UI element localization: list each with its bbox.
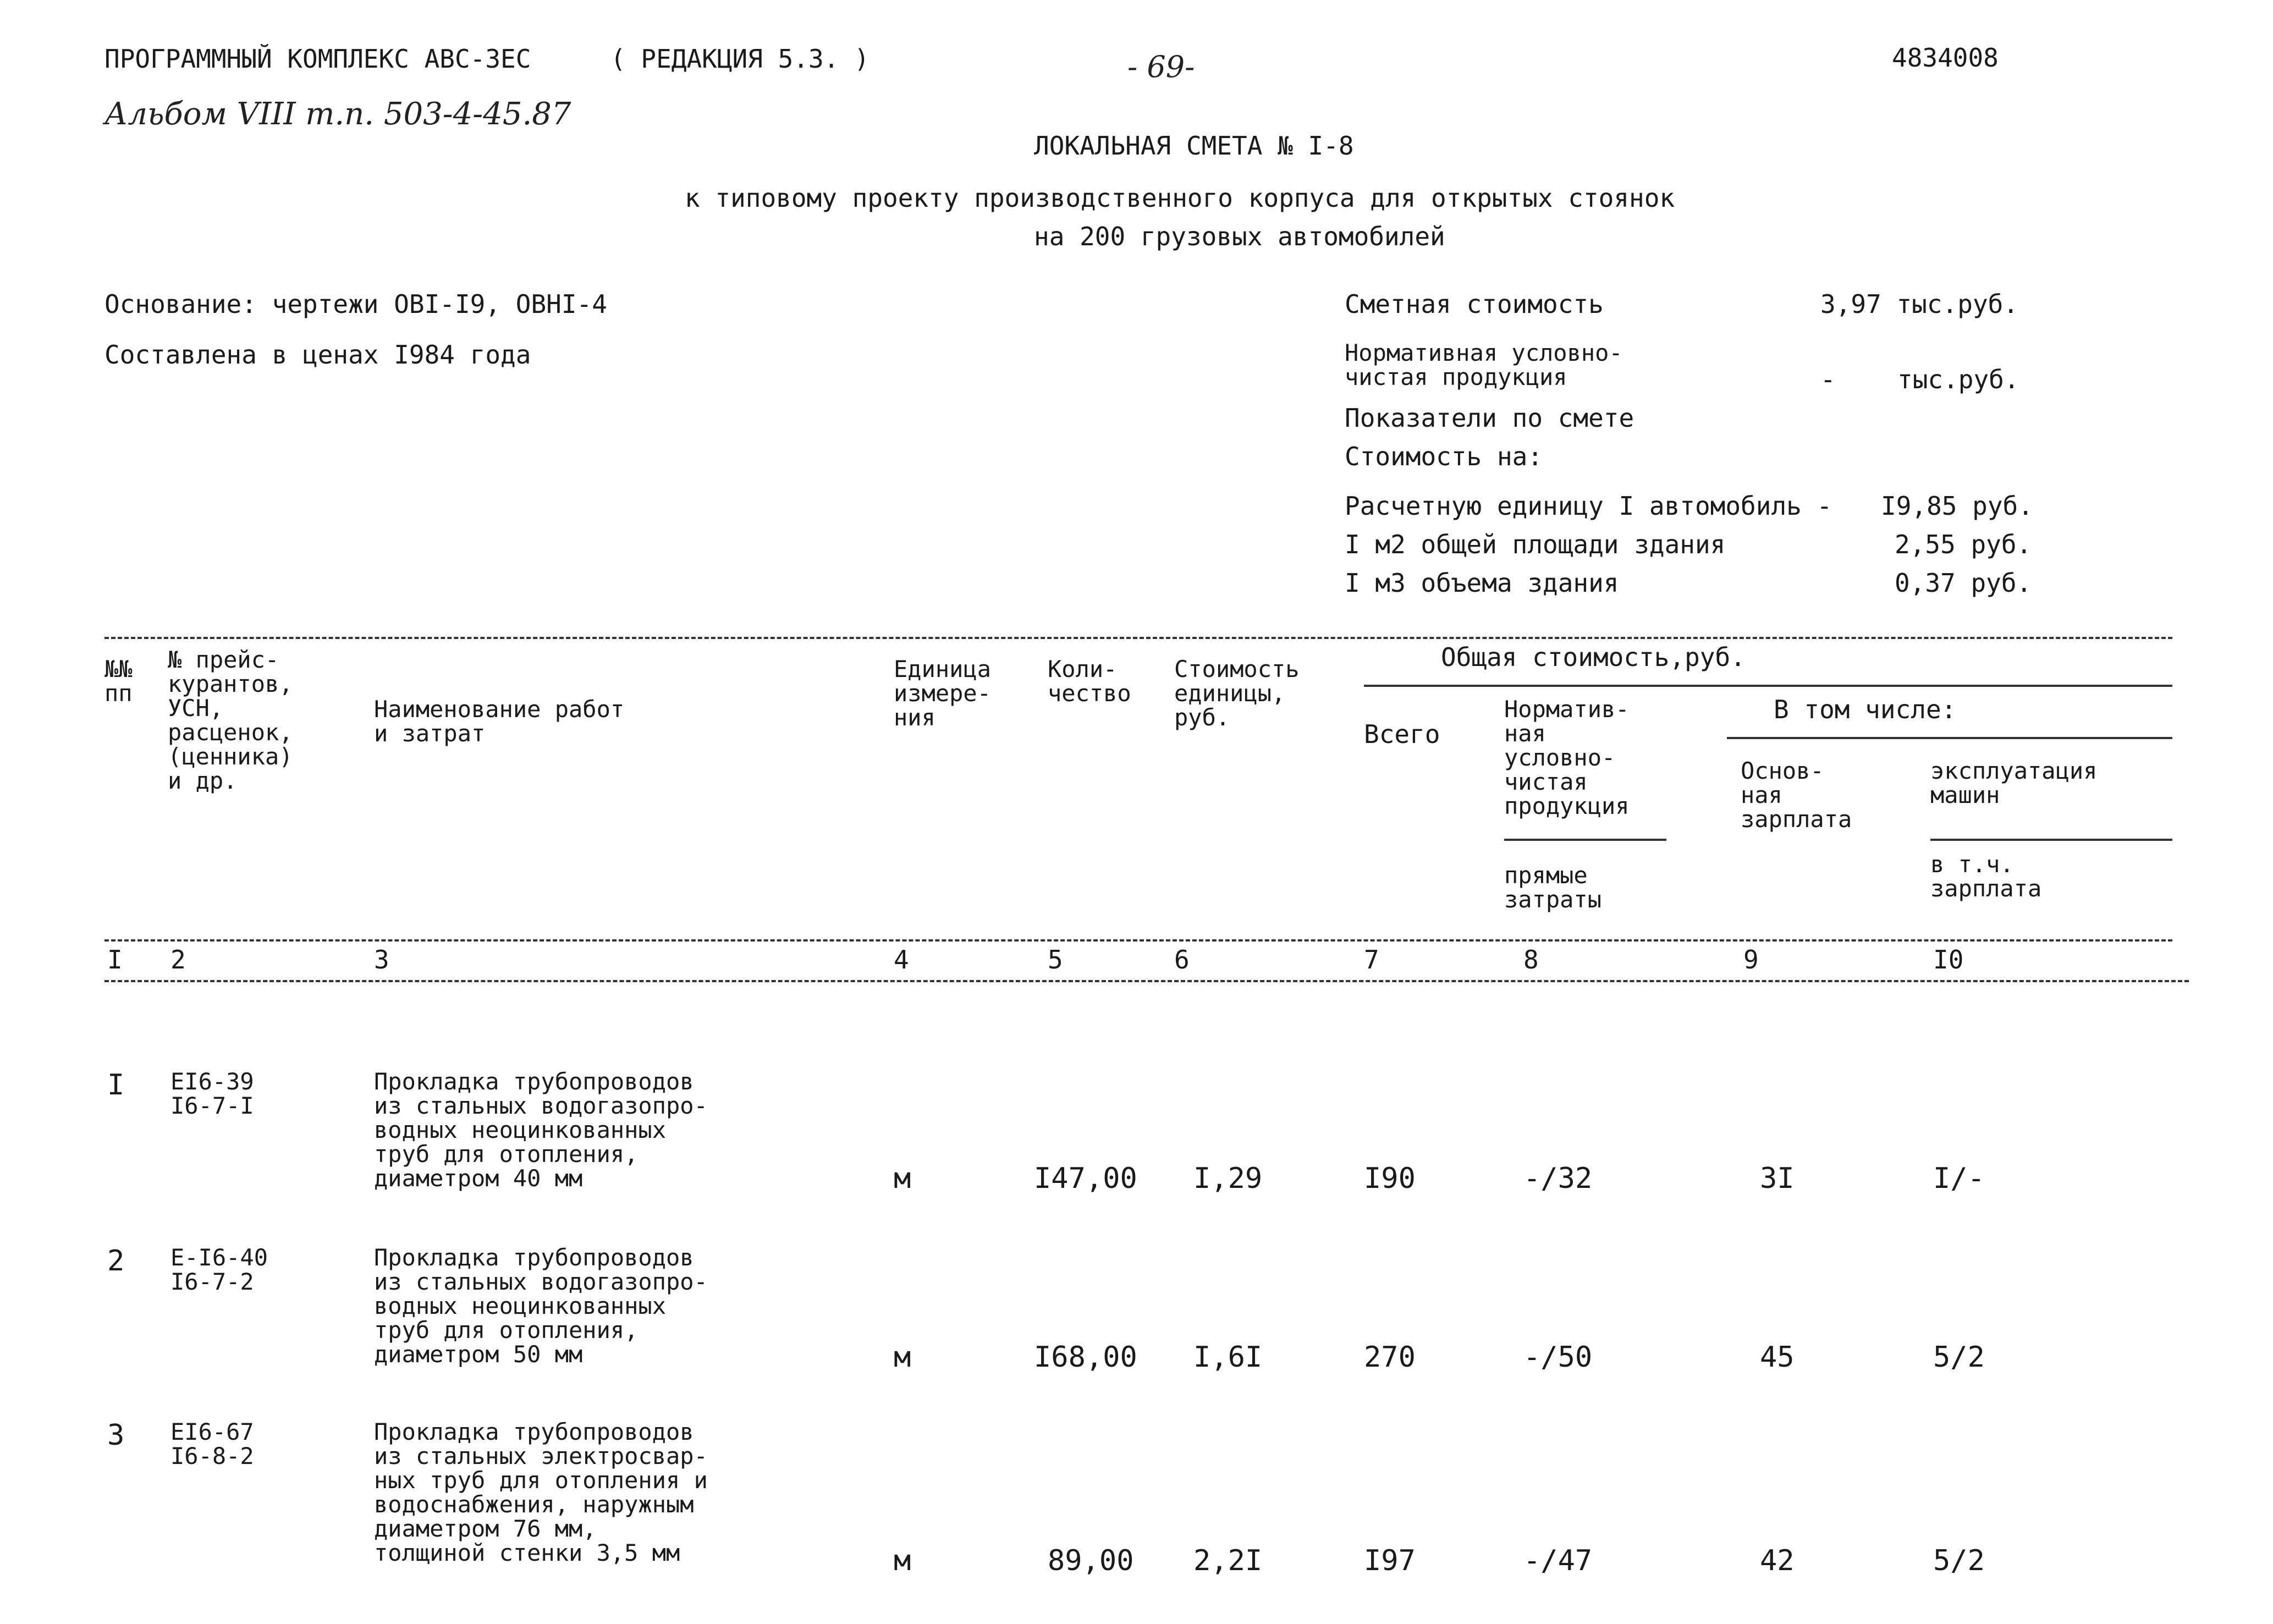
- table-top-rule: [104, 637, 2172, 639]
- col7-header: Всего: [1364, 719, 1440, 749]
- row-salary: 45: [1760, 1341, 1795, 1374]
- row-name: Прокладка трубопроводов из стальных электросвар- ных труб для отопления и водоснабжения, наружным диаметром 76 мм, толщиной стенки 3,5 мм: [374, 1418, 708, 1566]
- col-number-9: 9: [1743, 945, 1759, 975]
- per-unit-label: Расчетную единицу I автомобиль -: [1345, 491, 1832, 521]
- row-normative: -/50: [1523, 1341, 1593, 1374]
- document-subtitle-line2: на 200 грузовых автомобилей: [1034, 222, 1445, 251]
- row-total: I90: [1364, 1162, 1416, 1195]
- col10-sub-rule: [1930, 839, 2172, 841]
- col-number-3: 3: [374, 945, 389, 975]
- row-total: I97: [1364, 1544, 1416, 1577]
- table-header-bottom-rule: [104, 939, 2172, 942]
- col2-header: № прейс- курантов, УСН, расценок, (ценника) и др.: [168, 646, 293, 794]
- row-name: Прокладка трубопроводов из стальных водогазопро- водных неоцинкованных труб для отопления, диаметром 50 мм: [374, 1244, 708, 1368]
- row-code: EI6-67 I6-8-2: [170, 1418, 254, 1469]
- row-total: 270: [1364, 1341, 1416, 1374]
- col10-sub-header: в т.ч. зарплата: [1930, 851, 2042, 902]
- col-number-5: 5: [1048, 945, 1063, 975]
- normative-dash: -: [1820, 365, 1836, 394]
- row-qty: 89,00: [1048, 1544, 1134, 1577]
- album-handwritten-note: Альбом VIII т.п. 503-4-45.87: [104, 96, 571, 132]
- row-num: 3: [107, 1419, 125, 1452]
- col-number-4: 4: [894, 945, 909, 975]
- row-unit: м: [894, 1341, 911, 1374]
- row-qty: I47,00: [1034, 1162, 1137, 1195]
- doc-number: 4834008: [1892, 43, 1999, 73]
- col-numbers-bottom-rule: [104, 980, 2189, 982]
- col-number-8: 8: [1523, 945, 1539, 975]
- document-title: ЛОКАЛЬНАЯ СМЕТА № I-8: [1034, 131, 1354, 161]
- row-normative: -/32: [1523, 1162, 1593, 1195]
- col8-sub-header: прямые затраты: [1504, 862, 1602, 913]
- normative-unit: тыс.руб.: [1897, 365, 2019, 394]
- incl-group-rule: [1727, 737, 2172, 739]
- row-unit: м: [894, 1162, 911, 1195]
- row-normative: -/47: [1523, 1544, 1593, 1577]
- per-m3-value: 0,37 руб.: [1895, 568, 2032, 598]
- row-price: I,29: [1193, 1162, 1263, 1195]
- normative-label: Нормативная условно- чистая продукция: [1345, 339, 1623, 390]
- col9-header: Основ- ная зарплата: [1741, 757, 1852, 833]
- col-number-1: I: [107, 945, 123, 975]
- col6-header: Стоимость единицы, руб.: [1174, 656, 1300, 731]
- per-unit-value: I9,85 руб.: [1881, 491, 2033, 521]
- col-number-6: 6: [1174, 945, 1190, 975]
- page-number: - 69-: [1127, 49, 1195, 84]
- indicators-label: Показатели по смете: [1345, 403, 1634, 433]
- col5-header: Коли- чество: [1048, 656, 1131, 707]
- incl-group-header: В том числе:: [1774, 695, 1957, 724]
- row-machines: 5/2: [1933, 1544, 1985, 1577]
- row-price: 2,2I: [1193, 1544, 1263, 1577]
- row-name: Прокладка трубопроводов из стальных водогазопро- водных неоцинкованных труб для отопления, диаметром 40 мм: [374, 1068, 708, 1192]
- col8-sub-rule: [1504, 839, 1666, 841]
- col1-header: №№ пп: [104, 656, 133, 707]
- per-m2-label: I м2 общей площади здания: [1345, 530, 1726, 559]
- document-subtitle-line1: к типовому проекту производственного корпуса для открытых стоянок: [685, 183, 1675, 213]
- col-number-7: 7: [1364, 945, 1379, 975]
- row-unit: м: [894, 1544, 911, 1577]
- row-price: I,6I: [1193, 1341, 1263, 1374]
- estimated-cost-label: Сметная стоимость: [1345, 289, 1604, 319]
- row-qty: I68,00: [1034, 1341, 1137, 1374]
- col10-header: эксплуатация машин: [1930, 757, 2098, 808]
- row-machines: 5/2: [1933, 1341, 1985, 1374]
- row-num: I: [107, 1069, 125, 1102]
- basis-drawings: Основание: чертежи ОВI-I9, ОВНI-4: [104, 289, 607, 319]
- row-machines: I/-: [1933, 1162, 1985, 1195]
- col8-header: Норматив- ная условно- чистая продукция: [1504, 696, 1630, 819]
- row-salary: 3I: [1760, 1162, 1795, 1195]
- edition-label: ( РЕДАКЦИЯ 5.3. ): [610, 44, 869, 74]
- total-group-header: Общая стоимость,руб.: [1441, 642, 1746, 672]
- col3-header: Наименование работ и затрат: [374, 696, 625, 747]
- col4-header: Единица измере- ния: [894, 656, 992, 731]
- program-label: ПРОГРАММНЫЙ КОМПЛЕКС АВС-3ЕС: [104, 44, 531, 74]
- row-salary: 42: [1760, 1544, 1795, 1577]
- per-m3-label: I м3 объема здания: [1345, 568, 1619, 598]
- total-group-rule: [1364, 685, 2172, 687]
- cost-on-label: Стоимость на:: [1345, 442, 1543, 471]
- row-code: EI6-39 I6-7-I: [170, 1068, 254, 1119]
- col-number-2: 2: [170, 945, 186, 975]
- row-num: 2: [107, 1245, 125, 1278]
- per-m2-value: 2,55 руб.: [1895, 530, 2032, 559]
- col-number-10: I0: [1933, 945, 1964, 975]
- basis-prices-year: Составлена в ценах I984 года: [104, 340, 531, 370]
- row-code: E-I6-40 I6-7-2: [170, 1244, 268, 1295]
- estimated-cost-value: 3,97 тыс.руб.: [1820, 289, 2019, 319]
